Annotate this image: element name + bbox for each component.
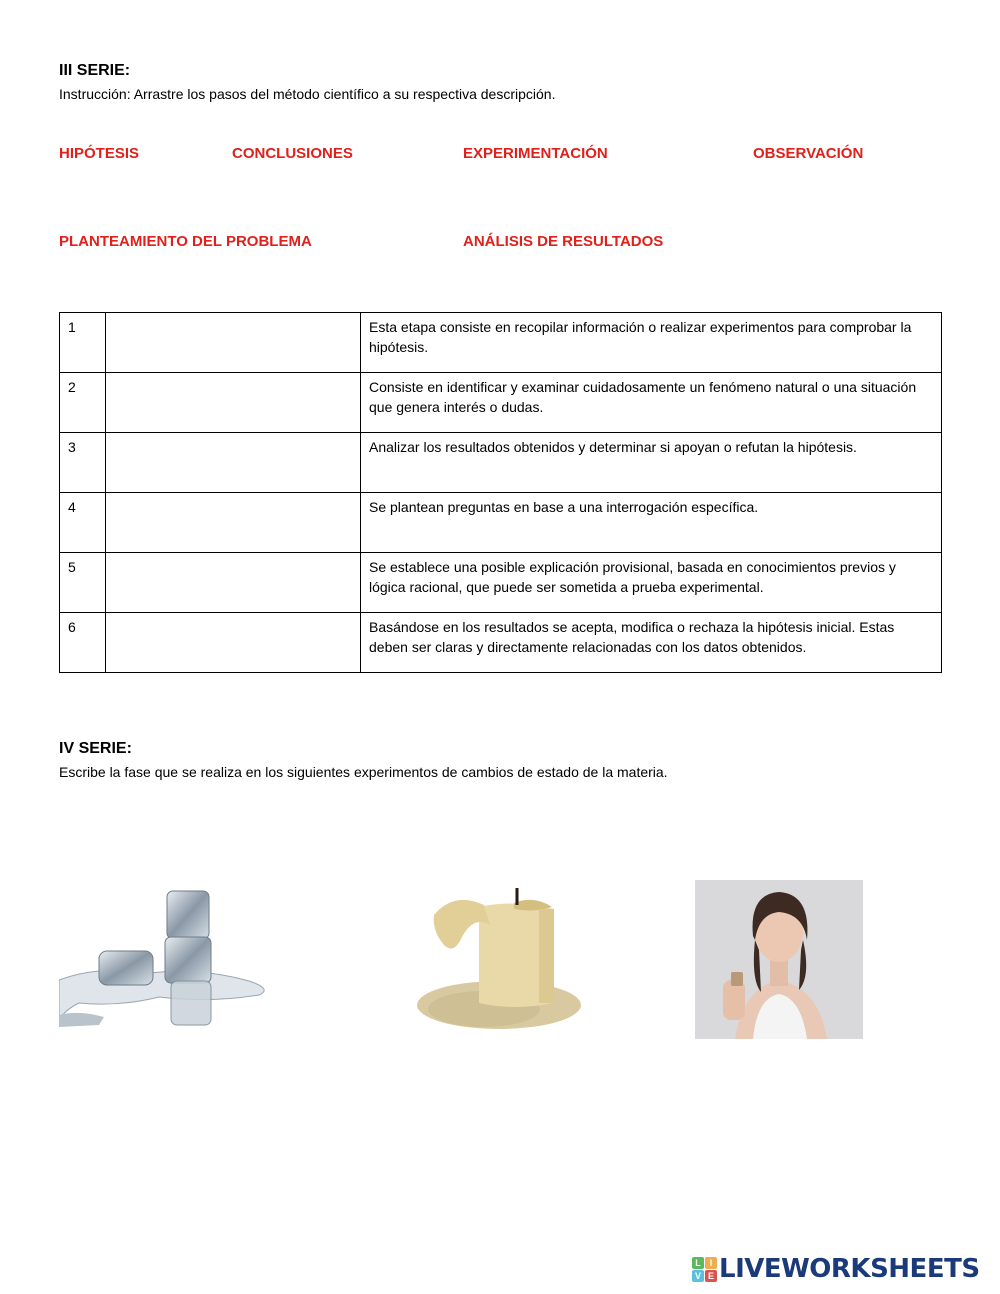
serie4-instruction: Escribe la fase que se realiza en los siguientes experimentos de cambios de estado de la materia. — [59, 764, 668, 780]
drop-zone[interactable] — [106, 433, 361, 493]
perfume-woman-image — [695, 880, 863, 1039]
drop-zone[interactable] — [106, 373, 361, 433]
row-description: Basándose en los resultados se acepta, modifica o rechaza la hipótesis inicial. Estas deben ser claras y directamente relacionadas con los datos obtenidos. — [361, 613, 942, 673]
drop-zone[interactable] — [106, 493, 361, 553]
drop-zone[interactable] — [106, 613, 361, 673]
row-number: 1 — [60, 313, 106, 373]
table-row — [60, 373, 942, 433]
drop-zone[interactable] — [106, 553, 361, 613]
row-number: 5 — [60, 553, 106, 613]
table-row — [60, 553, 942, 613]
steps-table — [59, 312, 942, 673]
row-number: 2 — [60, 373, 106, 433]
melting-ice-image — [59, 885, 275, 1030]
serie3-instruction: Instrucción: Arrastre los pasos del método científico a su respectiva descripción. — [59, 86, 556, 102]
drag-term-analisis[interactable]: ANÁLISIS DE RESULTADOS — [463, 233, 664, 250]
drag-term-planteamiento[interactable]: PLANTEAMIENTO DEL PROBLEMA — [59, 233, 312, 250]
drag-term-observacion[interactable]: OBSERVACIÓN — [753, 145, 864, 162]
row-description: Consiste en identificar y examinar cuidadosamente un fenómeno natural o una situación que genera interés o dudas. — [361, 373, 942, 433]
liveworksheets-logo — [692, 1254, 980, 1284]
drag-term-hipotesis[interactable]: HIPÓTESIS — [59, 145, 140, 162]
logo-text: LIVEWORKSHEETS — [719, 1254, 980, 1284]
logo-blocks-icon: L I V E — [692, 1257, 717, 1282]
table-row — [60, 313, 942, 373]
serie3-title: III SERIE: — [59, 62, 131, 79]
table-row — [60, 493, 942, 553]
row-description: Se establece una posible explicación provisional, basada en conocimientos previos y lógica racional, que puede ser sometida a prueba experimental. — [361, 553, 942, 613]
table-row — [60, 613, 942, 673]
melting-candle-image — [414, 885, 584, 1040]
row-description: Analizar los resultados obtenidos y determinar si apoyan o refutan la hipótesis. — [361, 433, 942, 493]
drag-term-experimentacion[interactable]: EXPERIMENTACIÓN — [463, 145, 608, 162]
drop-zone[interactable] — [106, 313, 361, 373]
row-number: 4 — [60, 493, 106, 553]
row-number: 6 — [60, 613, 106, 673]
table-row — [60, 433, 942, 493]
row-number: 3 — [60, 433, 106, 493]
drag-term-conclusiones[interactable]: CONCLUSIONES — [232, 145, 353, 162]
serie4-title: IV SERIE: — [59, 740, 132, 757]
row-description: Se plantean preguntas en base a una interrogación específica. — [361, 493, 942, 553]
row-description: Esta etapa consiste en recopilar información o realizar experimentos para comprobar la hipótesis. — [361, 313, 942, 373]
